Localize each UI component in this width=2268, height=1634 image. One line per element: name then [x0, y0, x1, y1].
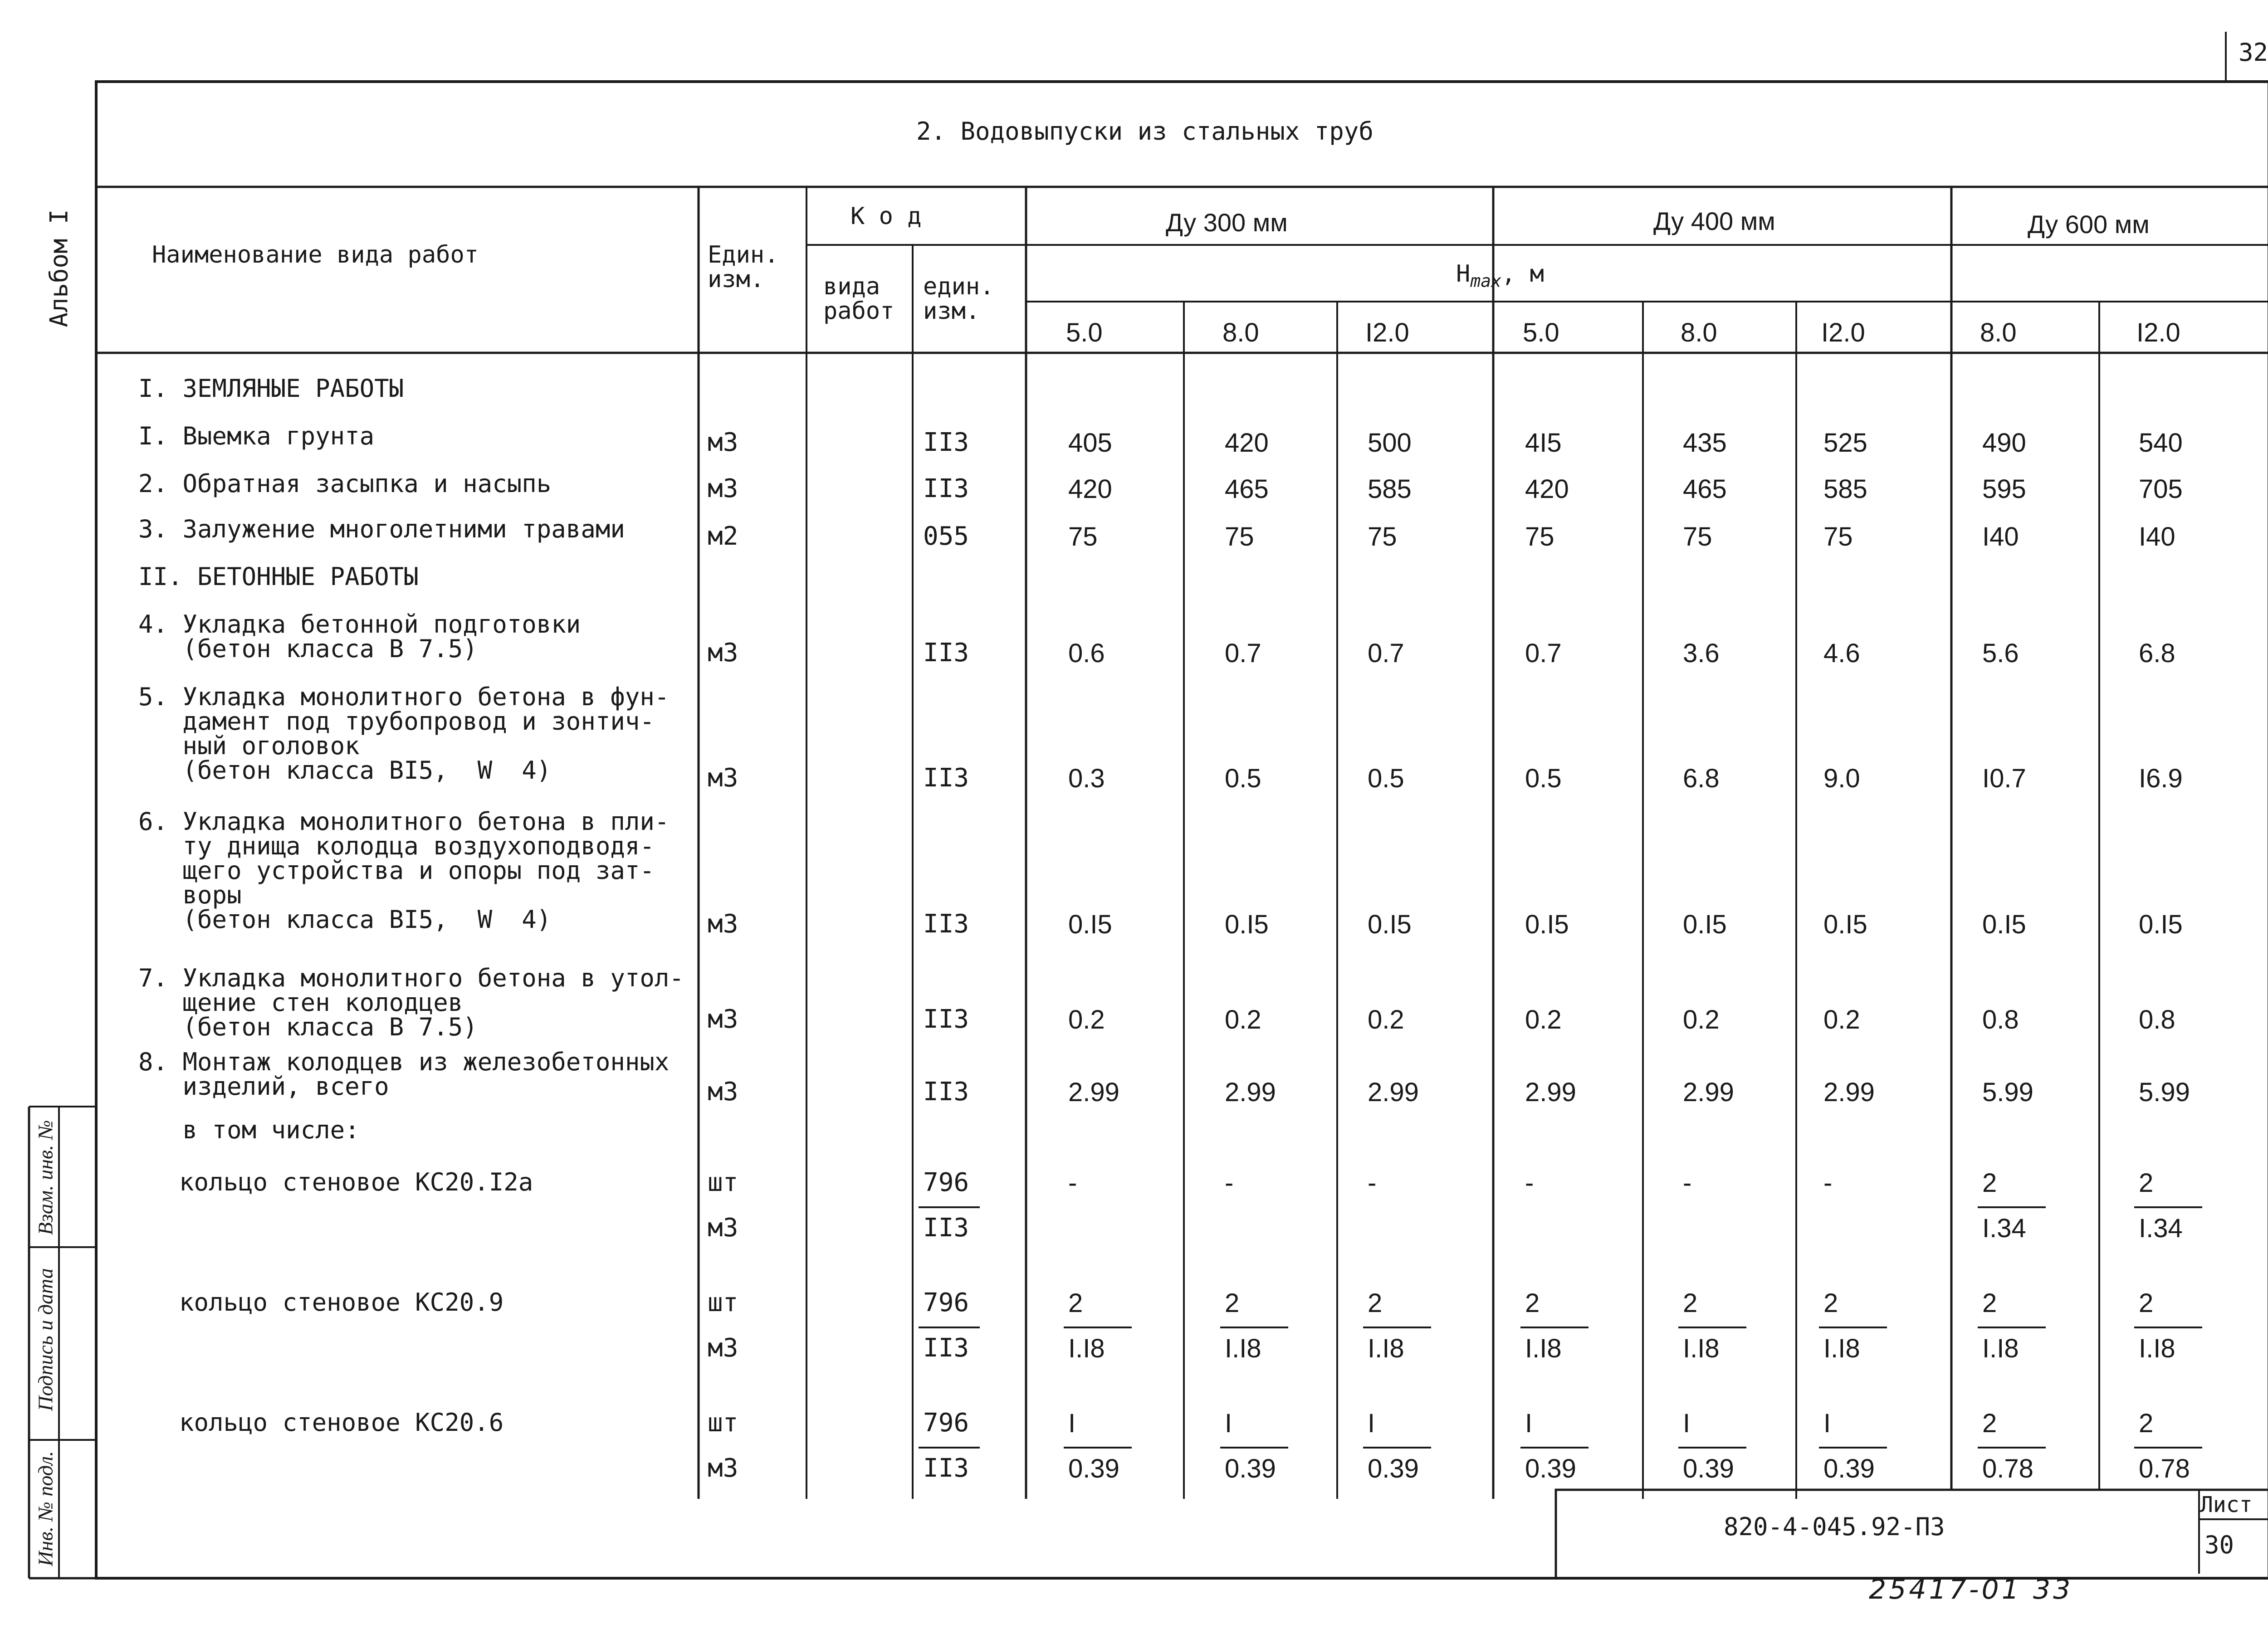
archive-number: 25417-01 33	[1869, 1574, 2073, 1605]
row-value-3-4: 75	[1683, 522, 1712, 551]
header-code-work-type	[823, 274, 894, 323]
ring-bottom-0-6: I.34	[1982, 1214, 2026, 1243]
header-hmax-h: H	[1456, 260, 1471, 288]
row-text-1: I. Выемка грунта	[138, 422, 375, 450]
ring-line-1-7	[2134, 1327, 2202, 1328]
row-value-8-1: 0.2	[1225, 1005, 1261, 1034]
header-height-7: I2.0	[2136, 318, 2180, 347]
ring-code-line-1	[919, 1327, 980, 1328]
ring-bottom-1-1: I.I8	[1225, 1334, 1261, 1363]
document-code: 820-4-045.92-ПЗ	[1724, 1512, 1945, 1541]
ring-top-1-4: 2	[1683, 1288, 1698, 1318]
header-height-3: 5.0	[1523, 318, 1559, 347]
ring-line-1-4	[1678, 1327, 1746, 1328]
ring-line-2-7	[2134, 1447, 2202, 1449]
table-title: 2. Водовыпуски из стальных труб	[916, 117, 1374, 146]
ring-unit-top-1: шт	[708, 1288, 738, 1317]
row-value-3-5: 75	[1823, 522, 1853, 551]
row-unit-9: м3	[708, 1077, 738, 1107]
row-text-0: I. ЗЕМЛЯНЫЕ РАБОТЫ	[138, 374, 404, 403]
row-value-1-3: 4I5	[1525, 428, 1562, 458]
row-value-8-2: 0.2	[1368, 1005, 1404, 1034]
ring-top-2-0: I	[1068, 1409, 1076, 1438]
row-text-10: в том числе:	[138, 1116, 360, 1144]
header-code-work-type-line2: работ	[823, 298, 894, 325]
side-stamp-inventory: Инв. № подл.	[34, 1451, 57, 1566]
ring-line-2-1	[1220, 1447, 1288, 1449]
ring-unit-bottom-2: м3	[708, 1454, 738, 1483]
row-unit-1: м3	[708, 428, 738, 457]
row-text-8: 7. Укладка монолитного бетона в утол- щение стен колодцев (бетон класса В 7.5)	[138, 964, 684, 1041]
row-value-2-7: 705	[2139, 474, 2183, 504]
row-text-3: 3. Залужение многолетними травами	[138, 515, 625, 543]
header-unit-line2: изм.	[708, 266, 765, 293]
header-height-0: 5.0	[1066, 318, 1103, 347]
row-code-1: II3	[923, 428, 969, 457]
ring-top-0-5: -	[1823, 1168, 1833, 1198]
header-height-6: 8.0	[1980, 318, 2017, 347]
ring-top-1-7: 2	[2139, 1288, 2154, 1318]
ring-bottom-1-0: I.I8	[1068, 1334, 1105, 1363]
ring-line-1-2	[1363, 1327, 1431, 1328]
side-stamp-signature: Подпись и дата	[34, 1268, 57, 1411]
row-text-2: 2. Обратная засыпка и насыпь	[138, 469, 552, 498]
row-text-6: 5. Укладка монолитного бетона в фун- дамент под трубопровод и зонтич- ный оголовок (бетон класса BI5, W 4)	[138, 683, 670, 785]
row-code-2: II3	[923, 474, 969, 503]
ring-bottom-1-5: I.I8	[1823, 1334, 1860, 1363]
header-code-unit-line1: един.	[923, 273, 994, 300]
album-label: Альбом I	[44, 209, 73, 327]
row-unit-7: м3	[708, 909, 738, 939]
row-value-6-5: 9.0	[1823, 764, 1860, 793]
header-du300: Ду 300 мм	[1166, 208, 1288, 237]
row-value-2-3: 420	[1525, 474, 1569, 504]
ring-top-0-4: -	[1683, 1168, 1692, 1198]
row-unit-8: м3	[708, 1005, 738, 1034]
row-value-7-2: 0.I5	[1368, 910, 1412, 939]
row-value-5-3: 0.7	[1525, 639, 1562, 668]
ring-bottom-0-7: I.34	[2139, 1214, 2183, 1243]
row-code-6: II3	[923, 763, 969, 793]
ring-top-0-6: 2	[1982, 1168, 1997, 1198]
ring-top-2-5: I	[1823, 1409, 1831, 1438]
row-value-9-3: 2.99	[1525, 1078, 1576, 1107]
row-value-6-7: I6.9	[2139, 764, 2183, 793]
ring-top-1-1: 2	[1225, 1288, 1240, 1318]
ring-bottom-2-7: 0.78	[2139, 1454, 2190, 1483]
row-value-3-6: I40	[1982, 522, 2019, 551]
ring-top-0-2: -	[1368, 1168, 1377, 1198]
row-code-7: II3	[923, 909, 969, 939]
row-value-1-7: 540	[2139, 428, 2183, 458]
ring-code-line-0	[919, 1206, 980, 1208]
row-value-5-2: 0.7	[1368, 639, 1404, 668]
row-unit-5: м3	[708, 638, 738, 668]
ring-code-bottom-0: II3	[923, 1213, 969, 1243]
row-value-5-7: 6.8	[2139, 639, 2175, 668]
ring-line-0-7	[2134, 1206, 2202, 1208]
row-value-2-4: 465	[1683, 474, 1727, 504]
row-value-3-3: 75	[1525, 522, 1554, 551]
row-code-3: 055	[923, 522, 969, 551]
row-value-8-3: 0.2	[1525, 1005, 1562, 1034]
header-height-5: I2.0	[1821, 318, 1865, 347]
ring-code-top-0: 796	[923, 1168, 969, 1197]
row-unit-6: м3	[708, 763, 738, 793]
row-value-9-1: 2.99	[1225, 1078, 1276, 1107]
ring-code-top-2: 796	[923, 1408, 969, 1438]
ring-top-0-1: -	[1225, 1168, 1234, 1198]
row-value-1-6: 490	[1982, 428, 2026, 458]
row-value-7-7: 0.I5	[2139, 910, 2183, 939]
ring-line-1-6	[1978, 1327, 2046, 1328]
row-code-8: II3	[923, 1005, 969, 1034]
row-text-5: 4. Укладка бетонной подготовки (бетон класса В 7.5)	[138, 610, 581, 663]
ring-top-1-3: 2	[1525, 1288, 1540, 1318]
row-value-7-5: 0.I5	[1823, 910, 1867, 939]
ring-top-1-5: 2	[1823, 1288, 1838, 1318]
ring-top-1-0: 2	[1068, 1288, 1083, 1318]
row-value-9-6: 5.99	[1982, 1078, 2033, 1107]
header-height-1: 8.0	[1222, 318, 1259, 347]
ring-line-1-0	[1064, 1327, 1132, 1328]
header-code-unit-line2: изм.	[923, 298, 980, 325]
header-work-name: Наименование вида работ	[152, 241, 479, 268]
ring-line-2-4	[1678, 1447, 1746, 1449]
row-value-7-0: 0.I5	[1068, 910, 1112, 939]
ring-unit-bottom-0: м3	[708, 1213, 738, 1243]
sheet-number: 30	[2204, 1531, 2234, 1559]
row-text-9: 8. Монтаж колодцев из железобетонных изделий, всего	[138, 1048, 670, 1101]
row-value-6-4: 6.8	[1683, 764, 1720, 793]
header-code: К о д	[850, 203, 922, 230]
row-value-8-5: 0.2	[1823, 1005, 1860, 1034]
row-value-5-6: 5.6	[1982, 639, 2019, 668]
row-value-2-2: 585	[1368, 474, 1412, 504]
ring-line-2-5	[1819, 1447, 1887, 1449]
row-value-9-5: 2.99	[1823, 1078, 1875, 1107]
ring-bottom-1-2: I.I8	[1368, 1334, 1404, 1363]
ring-unit-bottom-1: м3	[708, 1333, 738, 1363]
ring-bottom-1-6: I.I8	[1982, 1334, 2019, 1363]
row-value-1-5: 525	[1823, 428, 1867, 458]
row-value-1-4: 435	[1683, 428, 1727, 458]
ring-bottom-2-6: 0.78	[1982, 1454, 2033, 1483]
row-text-4: II. БЕТОННЫЕ РАБОТЫ	[138, 562, 419, 591]
ring-top-0-0: -	[1068, 1168, 1077, 1198]
ring-bottom-2-4: 0.39	[1683, 1454, 1734, 1483]
row-value-5-0: 0.6	[1068, 639, 1105, 668]
row-value-6-1: 0.5	[1225, 764, 1261, 793]
ring-unit-top-0: шт	[708, 1168, 738, 1197]
row-value-8-6: 0.8	[1982, 1005, 2019, 1034]
ring-line-1-1	[1220, 1327, 1288, 1328]
header-code-unit	[923, 274, 994, 323]
row-value-5-1: 0.7	[1225, 639, 1261, 668]
sheet-label: Лист	[2200, 1492, 2253, 1517]
row-value-5-4: 3.6	[1683, 639, 1720, 668]
ring-top-2-3: I	[1525, 1409, 1533, 1438]
page-number: 32	[2239, 38, 2268, 67]
ring-top-0-7: 2	[2139, 1168, 2154, 1198]
row-value-1-0: 405	[1068, 428, 1112, 458]
row-value-9-0: 2.99	[1068, 1078, 1119, 1107]
ring-line-2-0	[1064, 1447, 1132, 1449]
row-value-7-4: 0.I5	[1683, 910, 1727, 939]
row-value-5-5: 4.6	[1823, 639, 1860, 668]
header-code-work-type-line1: вида	[823, 273, 880, 300]
ring-top-2-6: 2	[1982, 1409, 1997, 1438]
header-height-2: I2.0	[1365, 318, 1409, 347]
row-unit-3: м2	[708, 522, 738, 551]
header-unit-line1: Един.	[708, 241, 779, 268]
ring-bottom-2-5: 0.39	[1823, 1454, 1875, 1483]
ring-top-2-2: I	[1368, 1409, 1375, 1438]
header-hmax-sub: max	[1470, 271, 1501, 291]
ring-top-2-7: 2	[2139, 1409, 2154, 1438]
ring-line-2-6	[1978, 1447, 2046, 1449]
ring-code-line-2	[919, 1447, 980, 1449]
ring-bottom-1-7: I.I8	[2139, 1334, 2175, 1363]
ring-bottom-2-3: 0.39	[1525, 1454, 1576, 1483]
ring-bottom-1-3: I.I8	[1525, 1334, 1562, 1363]
ring-bottom-2-0: 0.39	[1068, 1454, 1119, 1483]
header-hmax-rest: , м	[1501, 260, 1544, 288]
row-value-8-0: 0.2	[1068, 1005, 1105, 1034]
ring-code-top-1: 796	[923, 1288, 969, 1317]
row-value-2-0: 420	[1068, 474, 1112, 504]
ring-line-2-3	[1520, 1447, 1589, 1449]
row-value-6-0: 0.3	[1068, 764, 1105, 793]
ring-text-2: кольцо стеновое КС20.6	[179, 1408, 504, 1437]
row-value-7-3: 0.I5	[1525, 910, 1569, 939]
ring-bottom-1-4: I.I8	[1683, 1334, 1720, 1363]
row-value-2-5: 585	[1823, 474, 1867, 504]
row-value-6-2: 0.5	[1368, 764, 1404, 793]
row-text-7: 6. Укладка монолитного бетона в пли- ту днища колодца воздухоподводя- щего устройства и опоры под зат- воры (бетон класса BI5, W 4)	[138, 807, 670, 934]
row-value-9-7: 5.99	[2139, 1078, 2190, 1107]
header-du400: Ду 400 мм	[1653, 207, 1775, 235]
header-unit	[708, 243, 779, 292]
header-height-4: 8.0	[1681, 318, 1717, 347]
ring-code-bottom-2: II3	[923, 1454, 969, 1483]
ring-top-2-4: I	[1683, 1409, 1691, 1438]
row-value-8-7: 0.8	[2139, 1005, 2175, 1034]
row-code-9: II3	[923, 1077, 969, 1107]
row-value-3-1: 75	[1225, 522, 1254, 551]
ring-top-1-6: 2	[1982, 1288, 1997, 1318]
row-value-9-2: 2.99	[1368, 1078, 1419, 1107]
row-value-1-2: 500	[1368, 428, 1412, 458]
row-value-7-1: 0.I5	[1225, 910, 1269, 939]
ring-unit-top-2: шт	[708, 1408, 738, 1438]
row-value-9-4: 2.99	[1683, 1078, 1734, 1107]
ring-line-2-2	[1363, 1447, 1431, 1449]
ring-text-1: кольцо стеновое КС20.9	[179, 1288, 504, 1317]
ring-line-1-5	[1819, 1327, 1887, 1328]
ring-line-1-3	[1520, 1327, 1589, 1328]
row-value-6-3: 0.5	[1525, 764, 1562, 793]
row-value-7-6: 0.I5	[1982, 910, 2026, 939]
row-value-3-2: 75	[1368, 522, 1397, 551]
ring-text-0: кольцо стеновое КС20.I2а	[179, 1168, 533, 1196]
header-hmax	[1456, 262, 1544, 293]
ring-line-0-6	[1978, 1206, 2046, 1208]
row-value-1-1: 420	[1225, 428, 1269, 458]
row-unit-2: м3	[708, 474, 738, 503]
ring-code-bottom-1: II3	[923, 1333, 969, 1363]
ring-top-0-3: -	[1525, 1168, 1534, 1198]
row-value-3-7: I40	[2139, 522, 2175, 551]
header-du600: Ду 600 мм	[2028, 210, 2150, 239]
row-value-2-1: 465	[1225, 474, 1269, 504]
ring-bottom-2-1: 0.39	[1225, 1454, 1276, 1483]
side-stamp-replacement: Взам. инв. №	[34, 1120, 57, 1235]
ring-top-1-2: 2	[1368, 1288, 1383, 1318]
ring-bottom-2-2: 0.39	[1368, 1454, 1419, 1483]
row-code-5: II3	[923, 638, 969, 668]
row-value-3-0: 75	[1068, 522, 1098, 551]
row-value-8-4: 0.2	[1683, 1005, 1720, 1034]
row-value-6-6: I0.7	[1982, 764, 2026, 793]
row-value-2-6: 595	[1982, 474, 2026, 504]
ring-top-2-1: I	[1225, 1409, 1232, 1438]
